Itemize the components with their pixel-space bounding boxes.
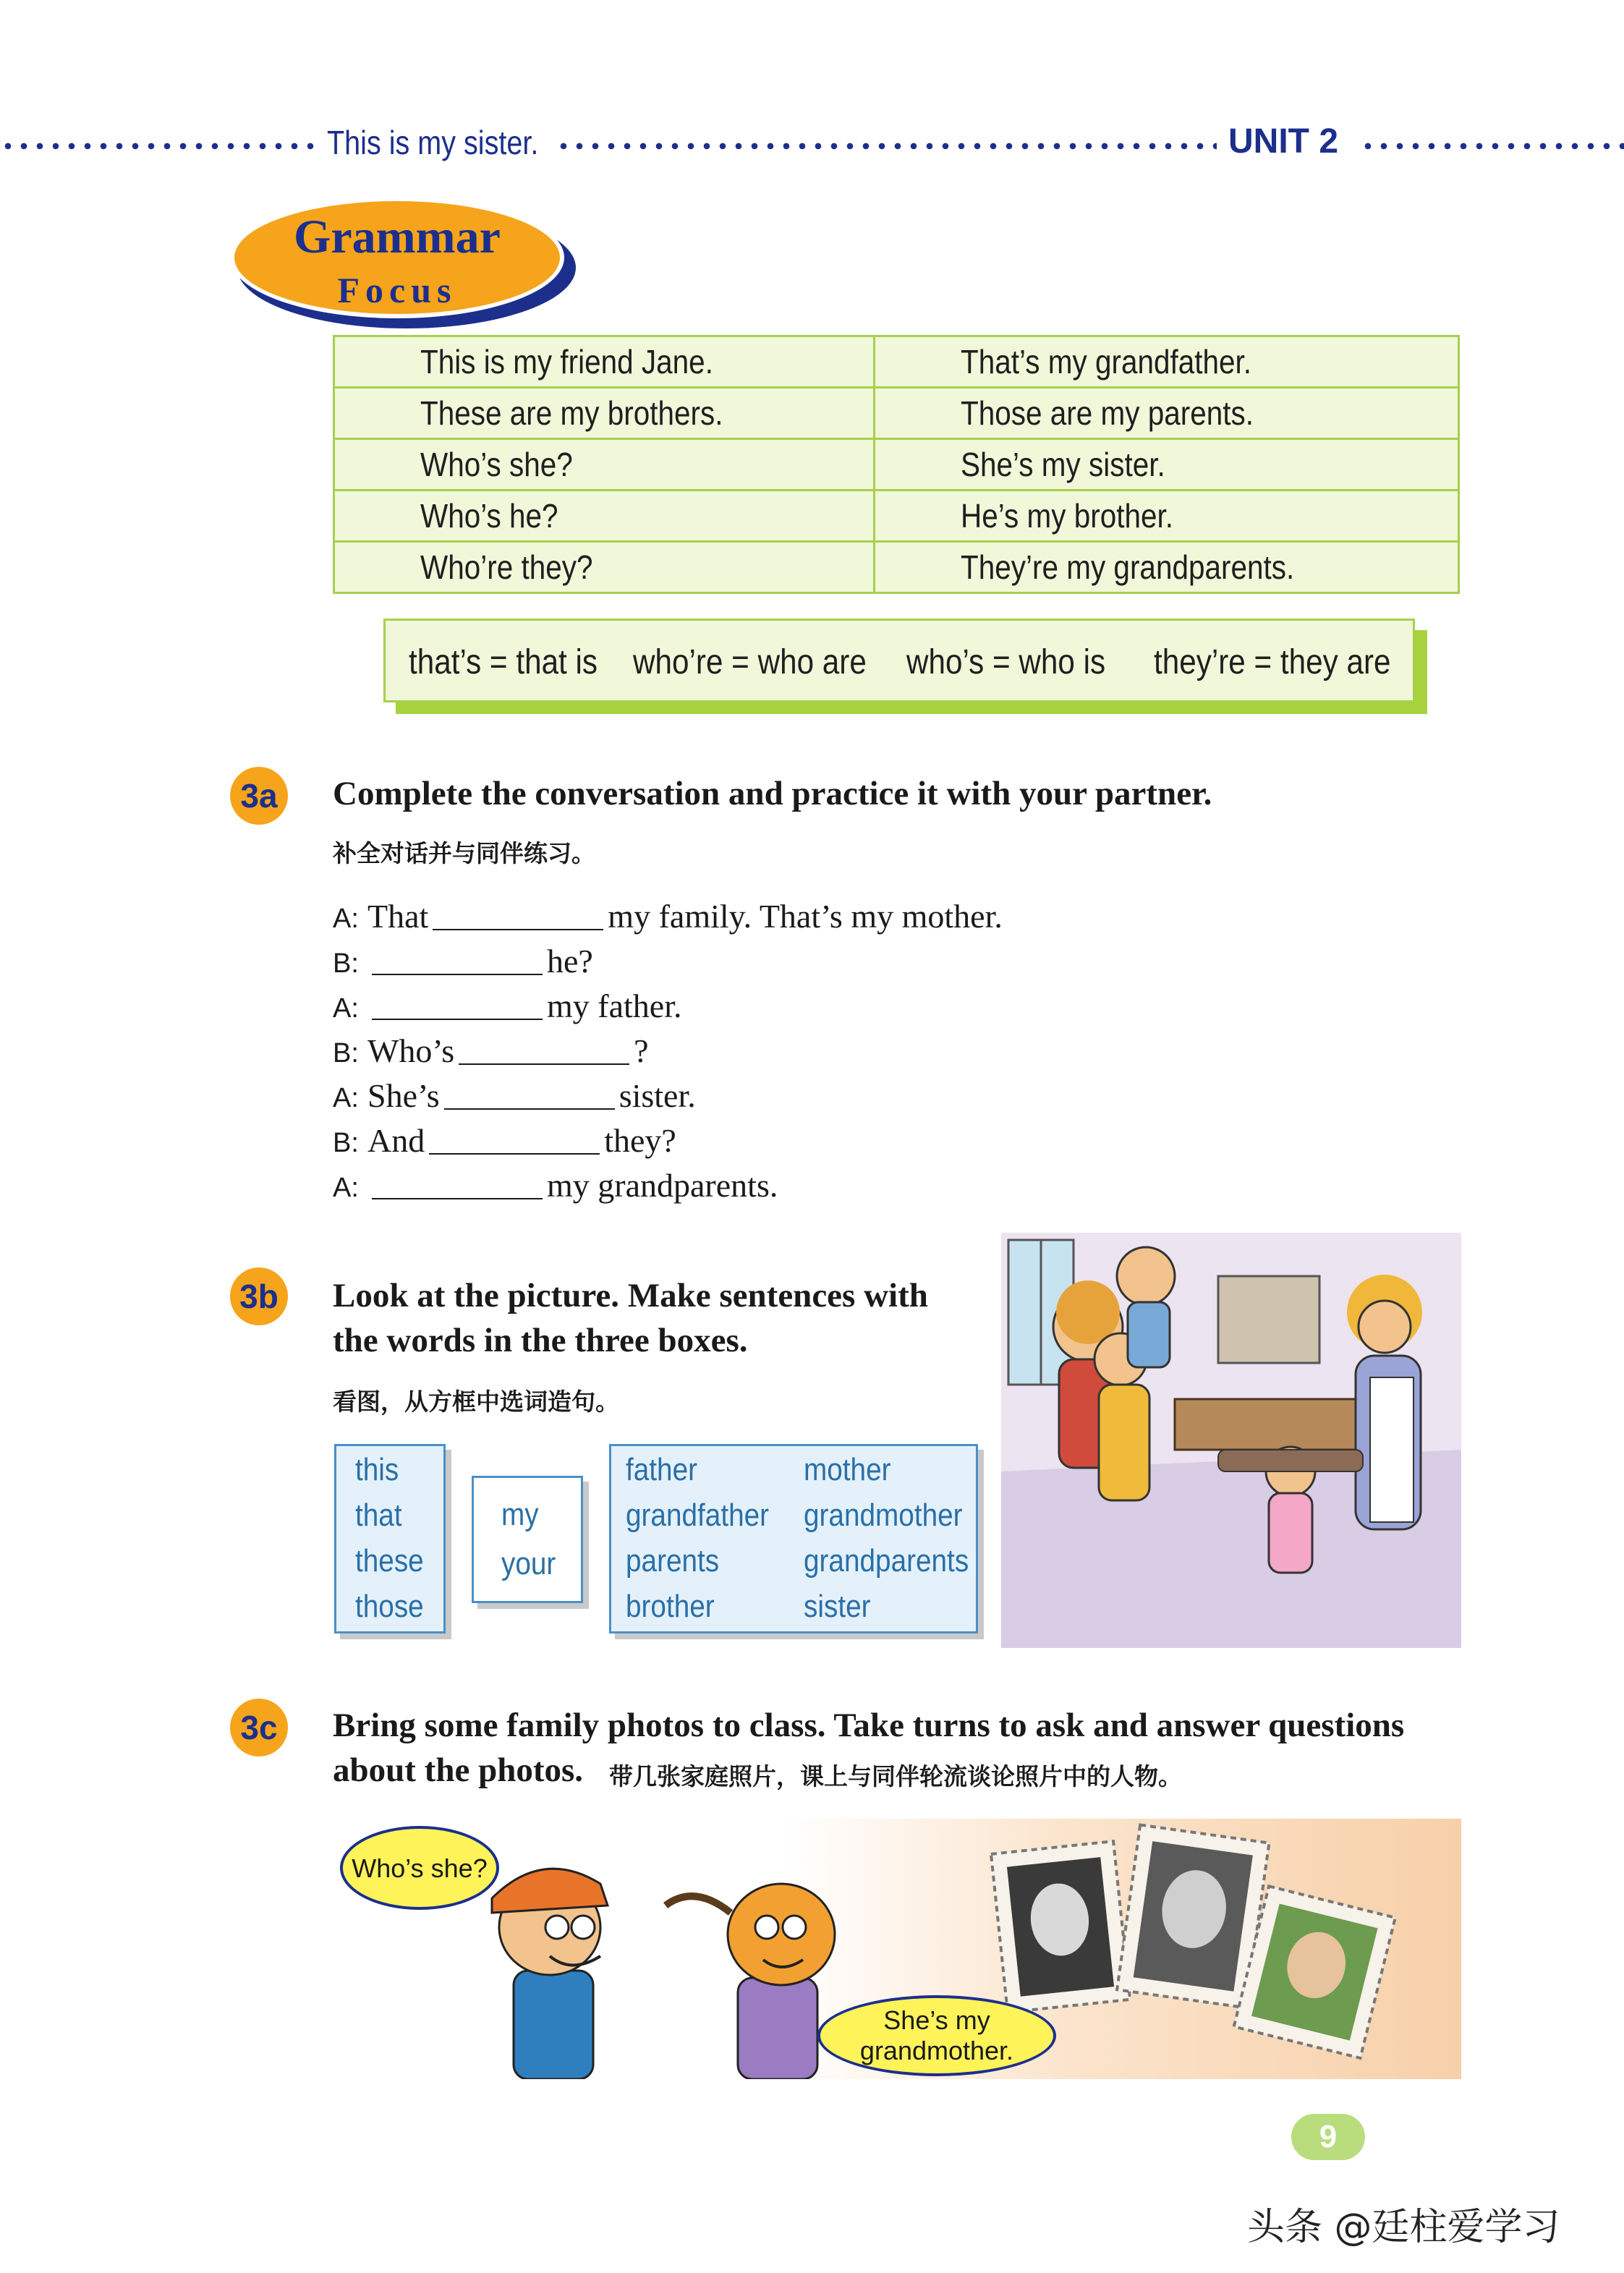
word-box-possessives: [472, 1476, 583, 1603]
header-dots-right: [1360, 143, 1624, 150]
table-row: [334, 439, 1459, 490]
dialogue-line: B: Who’s ?: [333, 1032, 649, 1069]
running-header: [0, 123, 1624, 166]
grammar-focus-badge: [230, 197, 576, 328]
word-option[interactable]: your: [501, 1546, 556, 1581]
word-option[interactable]: grandfather: [626, 1497, 770, 1533]
word-option[interactable]: parents: [626, 1543, 720, 1579]
table-cell: Who’s she?: [334, 439, 875, 490]
family-party-illustration: [1001, 1233, 1461, 1648]
speech-bubble-question: Who’s she?: [340, 1826, 499, 1910]
instruction-3a-cn: 补全对话并与同伴练习。: [333, 839, 595, 867]
word-option[interactable]: sister: [804, 1589, 871, 1624]
contraction-item: who’s = who is: [906, 643, 1106, 681]
table-cell: She’s my sister.: [875, 439, 1459, 490]
table-cell: He’s my brother.: [875, 490, 1459, 542]
table-row: [334, 542, 1459, 593]
table-row: [334, 388, 1459, 439]
word-option[interactable]: mother: [804, 1452, 891, 1487]
instruction-3a: Complete the conversation and practice it with your partner.: [333, 775, 1212, 812]
contraction-item: that’s = that is: [409, 643, 598, 681]
unit-label: UNIT 2: [1228, 122, 1339, 161]
photo-conversation-illustration: [333, 1819, 1461, 2079]
word-option[interactable]: my: [501, 1497, 539, 1532]
answer-blank[interactable]: [444, 1078, 615, 1110]
instruction-3b-line1: Look at the picture. Make sentences with: [333, 1277, 928, 1314]
section-badge-3a: 3a: [230, 767, 288, 825]
word-option[interactable]: grandmother: [804, 1497, 963, 1533]
answer-blank[interactable]: [372, 943, 543, 975]
table-cell: Who’s he?: [334, 490, 875, 542]
page-number: 9: [1291, 2114, 1365, 2160]
contraction-item: they’re = they are: [1154, 643, 1391, 681]
grammar-focus-title: Grammar: [294, 211, 501, 263]
instruction-3c-line2: about the photos.: [333, 1751, 584, 1789]
header-title: This is my sister.: [327, 124, 539, 161]
watermark: 头条 @廷柱爱学习: [1247, 2206, 1560, 2249]
instruction-3b-cn: 看图，从方框中选词造句。: [333, 1388, 619, 1416]
grammar-table: [333, 335, 1460, 594]
dialogue-line: A: That my family. That’s my mother.: [333, 898, 1003, 935]
grammar-focus-subtitle: Focus: [337, 270, 457, 310]
dialogue-line: A: She’s sister.: [333, 1077, 696, 1114]
word-option[interactable]: grandparents: [804, 1543, 969, 1579]
table-cell: Those are my parents.: [875, 388, 1459, 439]
word-option[interactable]: brother: [626, 1589, 715, 1624]
table-cell: These are my brothers.: [334, 388, 875, 439]
header-dots-middle: [556, 143, 1217, 150]
word-box-demonstratives: [334, 1444, 446, 1633]
dialogue-line: B: he?: [333, 943, 593, 980]
table-cell: Who’re they?: [334, 542, 875, 593]
contractions-box: [383, 619, 1415, 702]
header-dots-left: [0, 143, 318, 150]
answer-blank[interactable]: [459, 1033, 629, 1065]
dialogue-line: A: my father.: [333, 987, 682, 1024]
dialogue-line: B: And they?: [333, 1122, 676, 1159]
instruction-3c-line1: Bring some family photos to class. Take turns to ask and answer questions: [333, 1707, 1405, 1744]
table-row: [334, 490, 1459, 542]
section-badge-3b: 3b: [230, 1267, 288, 1325]
table-cell: This is my friend Jane.: [334, 336, 875, 388]
word-option[interactable]: this: [355, 1452, 399, 1487]
table-row: [334, 336, 1459, 388]
answer-blank[interactable]: [372, 988, 543, 1020]
dialogue-line: A: my grandparents.: [333, 1167, 778, 1204]
word-option[interactable]: these: [355, 1543, 424, 1579]
section-badge-3c: 3c: [230, 1699, 288, 1756]
word-option[interactable]: those: [355, 1589, 424, 1624]
word-box-family: [609, 1444, 978, 1633]
instruction-3b-line2: the words in the three boxes.: [333, 1322, 748, 1359]
word-option[interactable]: that: [355, 1497, 402, 1533]
answer-blank[interactable]: [429, 1123, 600, 1155]
instruction-3c-cn: 带几张家庭照片，课上与同伴轮流谈论照片中的人物。: [609, 1762, 1182, 1790]
table-cell: They’re my grandparents.: [875, 542, 1459, 593]
word-option[interactable]: father: [626, 1452, 698, 1487]
contraction-item: who’re = who are: [633, 643, 867, 681]
answer-blank[interactable]: [372, 1168, 543, 1199]
table-cell: That’s my grandfather.: [875, 336, 1459, 388]
speech-bubble-answer: She’s my grandmother.: [817, 1995, 1056, 2076]
answer-blank[interactable]: [433, 898, 603, 930]
